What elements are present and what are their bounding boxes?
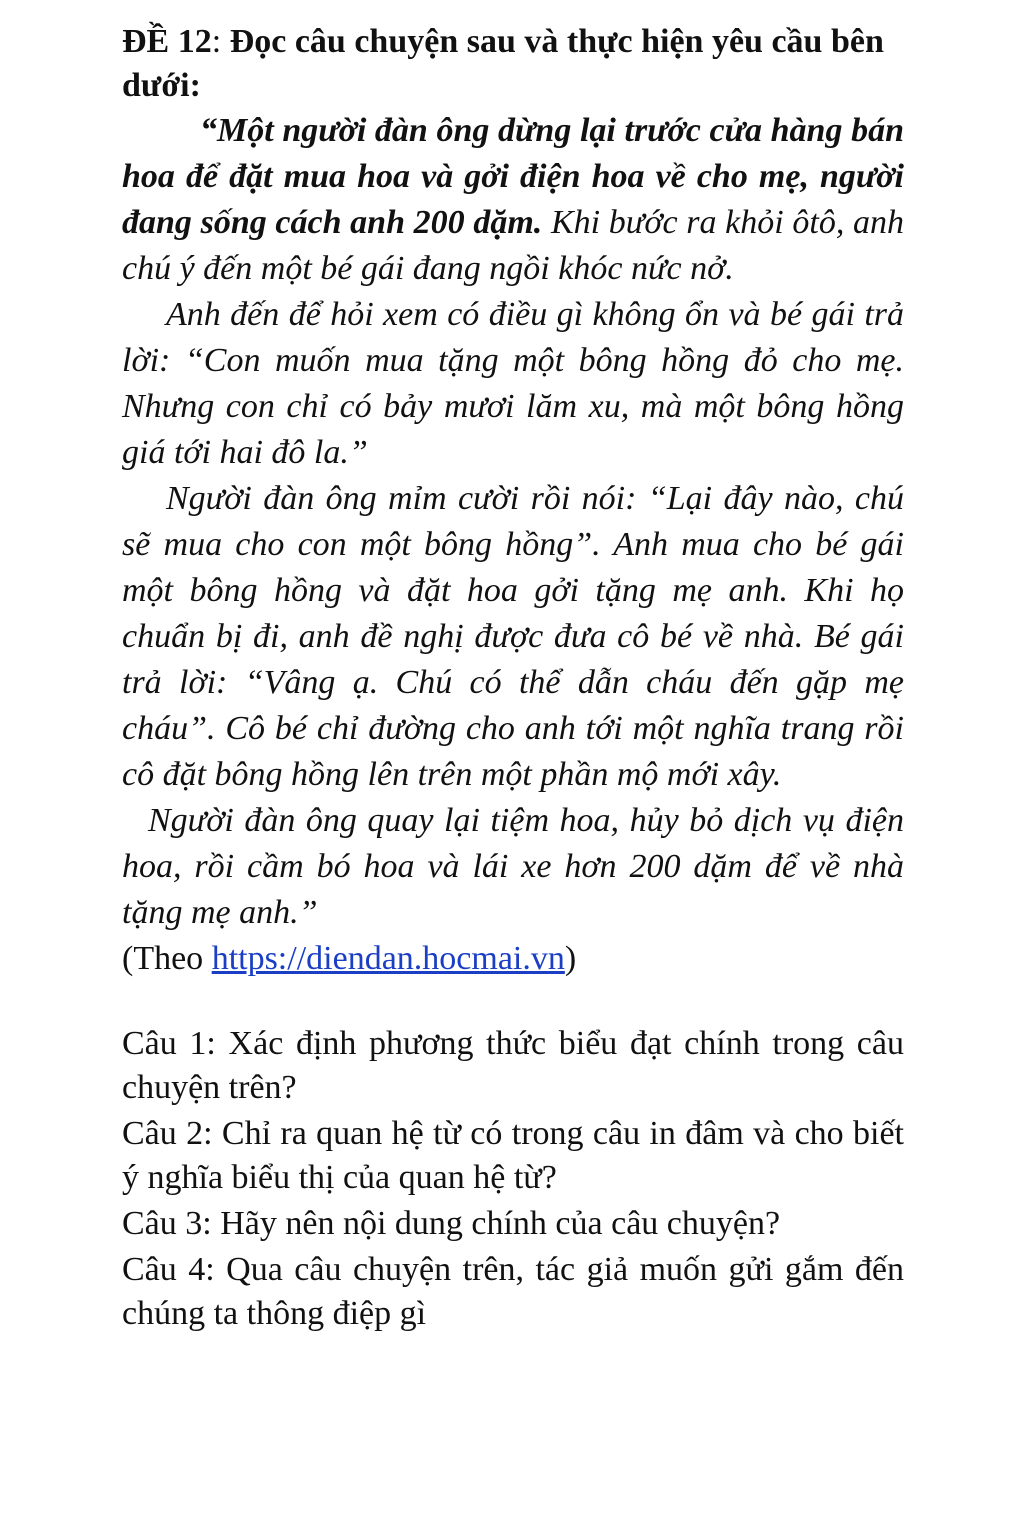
question-item: Câu 2: Chỉ ra quan hệ từ có trong câu in đâm và cho biết ý nghĩa biểu thị của quan hệ từ? — [122, 1115, 904, 1196]
source-citation — [122, 936, 904, 982]
story-passage — [122, 108, 904, 936]
source-suffix: ) — [564, 940, 577, 977]
question-item: Câu 1: Xác định phương thức biểu đạt chính trong câu chuyện trên? — [122, 1025, 904, 1106]
heading-colon: : — [211, 23, 222, 60]
story-paragraph-3: Người đàn ông mỉm cười rồi nói: “Lại đây nào, chú sẽ mua cho con một bông hồng”. Anh mua cho bé gái một bông hồng và đặt hoa gởi tặng mẹ anh. Khi họ chuẩn bị đi, anh đề nghị được đưa cô bé về nhà. Bé gái trả lời: “Vâng ạ. Chú có thể dẫn cháu đến gặp mẹ cháu”. Cô bé chỉ đường cho anh tới một nghĩa trang rồi cô đặt bông hồng lên trên một phần mộ mới xây. — [122, 480, 904, 793]
question-list — [122, 1022, 904, 1336]
story-paragraph-2: Anh đến để hỏi xem có điều gì không ổn và bé gái trả lời: “Con muốn mua tặng một bông hồng đỏ cho mẹ. Nhưng con chỉ có bảy mươi lăm xu, mà một bông hồng giá tới hai đô la.” — [122, 296, 904, 471]
bold-sentence: “Một người đàn ông dừng lại trước cửa hàng bán hoa để đặt mua hoa và gởi điện hoa về cho mẹ, người đang sống cách anh 200 dặm. — [122, 112, 904, 241]
story-paragraph-1-rest: Khi bước ra khỏi ôtô, anh chú ý đến một bé gái đang ngồi khóc nức nở. — [122, 204, 905, 287]
question-item: Câu 4: Qua câu chuyện trên, tác giả muốn gửi gắm đến chúng ta thông điệp gì — [122, 1251, 904, 1332]
heading-instruction: Đọc câu chuyện sau và thực hiện yêu cầu bên dưới: — [122, 23, 884, 104]
source-link[interactable]: https://diendan.hocmai.vn — [211, 940, 565, 977]
question-item: Câu 3: Hãy nên nội dung chính của câu chuyện? — [122, 1205, 781, 1242]
document-page — [122, 20, 904, 1338]
story-paragraph-4: Người đàn ông quay lại tiệm hoa, hủy bỏ dịch vụ điện hoa, rồi cầm bó hoa và lái xe hơn 200 dặm để về nhà tặng mẹ anh.” — [122, 802, 904, 931]
exam-heading — [122, 20, 904, 108]
story-paragraph-1 — [122, 108, 904, 292]
exam-number: ĐỀ 12 — [122, 23, 212, 60]
source-prefix: (Theo — [122, 940, 212, 977]
